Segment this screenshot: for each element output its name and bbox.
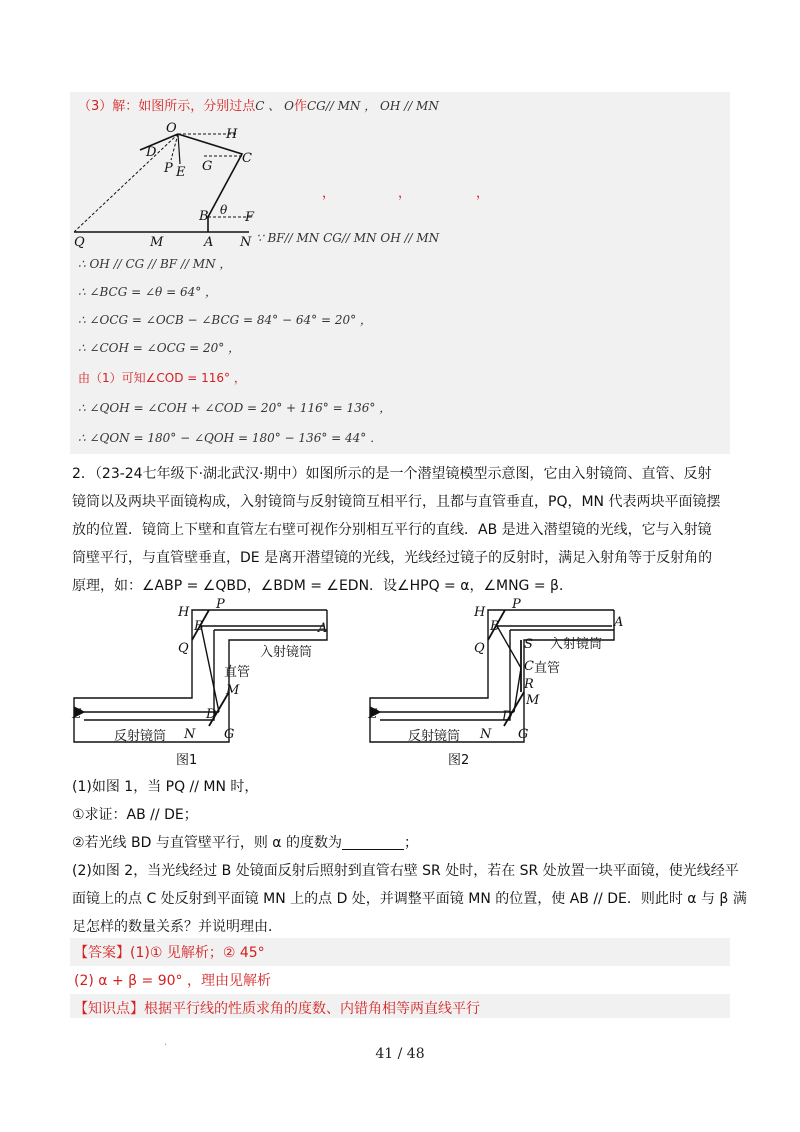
question-2-line-3: 足怎样的数量关系？并说明理由． [72,919,282,935]
comma-1: ， [322,186,336,201]
fig2-label-h: H [474,605,486,620]
question-1a: ①求证：AB // DE； [72,807,198,823]
fig1-label-h: H [178,605,190,620]
fig1-label-p: P [216,597,225,612]
decorative-dot: · [164,1040,168,1051]
step-4: ∴ ∠COH = ∠OCG = 20° ， [78,341,241,355]
step-1: ∴ OH // CG // BF // MN ， [78,257,232,271]
fig2-label-e: E [368,707,378,722]
step-2: ∴ ∠BCG = ∠θ = 64° ， [78,285,218,299]
fig1-reflect-tube: 反射镜筒 [114,729,167,744]
knowledge-point: 【知识点】根据平行线的性质求角的度数、内错角相等两直线平行 [74,1001,480,1017]
solution-figure [74,120,264,248]
fig1-caption: 图1 [176,753,198,768]
fig1-ray-bd [201,626,219,712]
page-number: 41 / 48 [375,1046,425,1062]
fig2-ray-cd [514,668,521,712]
fig1-label-b: B [194,619,204,634]
fig2-label-s: S [524,637,533,652]
label-theta: θ [220,203,228,217]
label-c: C [242,151,252,166]
fig2-label-p: P [512,597,521,612]
question-1b: ②若光线 BD 与直管壁平行，则 α 的度数为 ； [72,835,418,851]
fig2-inner-wall [380,630,510,720]
question-1: (1)如图 1，当 PQ // MN 时， [72,779,259,795]
label-p: P [164,161,173,176]
comma-2: ， [398,186,412,201]
fig1-inner-wall [84,630,214,720]
problem-line-1: 2．（23-24七年级下·湖北武汉·期中）如图所示的是一个潜望镜模型示意图，它由入射镜筒、直管、反射 [72,466,712,482]
fig1-straight-tube: 直管 [224,665,251,680]
fig2-caption: 图2 [448,753,470,768]
problem-text [72,460,732,600]
fig1-label-m: M [226,683,240,698]
fig2-straight-tube: 直管 [534,661,561,676]
answer-line-2: (2) α + β = 90° ，理由见解析 [74,973,271,989]
problem-line-5: 原理，如：∠ABP = ∠QBD，∠BDM = ∠EDN．设∠HPQ = α，∠MNG = β． [72,578,573,594]
line-oq [74,134,178,232]
label-o: O [166,121,177,136]
question-2-line-2: 面镜上的点 C 处反射到平面镜 MN 上的点 D 处，并调整平面镜 MN 的位置，使 AB // DE．则此时 α 与 β 满 [72,891,747,907]
fig2-incident-tube: 入射镜筒 [550,637,603,652]
line-oe [178,134,180,164]
fig1-label-a: A [318,621,328,636]
question-2-line-1: (2)如图 2，当光线经过 B 处镜面反射后照射到直管右壁 SR 处时，若在 SR 处放置一块平面镜，使光线经平 [72,863,739,879]
step-7: ∴ ∠QON = 180° − ∠QOH = 180° − 136° = 44° ． [78,431,383,445]
problem-line-2: 镜筒以及两块平面镜构成，入射镜筒与反射镜筒互相平行，且都与直管垂直，PQ，MN 代表两块平面镜摆 [72,494,721,510]
fig2-reflect-tube: 反射镜筒 [408,729,461,744]
fig2-label-m: M [526,693,540,708]
fig2-label-a: A [614,615,624,630]
fig2-ray-bc [497,626,521,668]
fig2-label-c: C [524,659,534,674]
step-3: ∴ ∠OCG = ∠OCB − ∠BCG = 84° − 64° = 20° ， [78,313,372,327]
figure-2 [367,597,623,768]
fig1-label-d: D [206,707,217,722]
periscope-figures [64,596,664,776]
fig2-label-d: D [502,709,513,724]
answer-line-1: 【答案】(1)① 见解析；② 45° [74,945,265,961]
label-e: E [176,165,186,180]
fig2-label-g: G [518,727,529,742]
answer-blank[interactable] [342,835,404,850]
label-g: G [202,159,213,174]
label-h: H [226,127,238,142]
comma-3: ， [476,186,490,201]
step-5: 由（1）可知∠COD = 116° ， [78,371,246,385]
figure-1 [71,597,327,768]
label-m: M [150,235,164,248]
label-q: Q [74,235,85,248]
solution-heading: （3）解：如图所示，分别过点C 、 O作CG// MN ， OH // MN [78,99,439,114]
fig1-label-n: N [184,727,196,742]
step-6: ∴ ∠QOH = ∠COH + ∠COD = 20° + 116° = 136° ， [78,401,392,415]
fig1-label-q: Q [178,641,189,656]
fig1-label-e: E [72,707,82,722]
fig2-label-q: Q [474,641,485,656]
fig2-label-n: N [480,727,492,742]
label-a: A [204,235,214,248]
fig2-label-r: R [524,677,534,692]
fig2-label-b: B [490,619,500,634]
label-f: F [245,210,255,225]
fig1-label-g: G [224,727,235,742]
fig1-incident-tube: 入射镜筒 [260,645,313,660]
problem-line-4: 筒壁平行，与直管壁垂直，DE 是离开潜望镜的光线，光线经过镜子的反射时，满足入射角等于反射角的 [72,550,713,566]
label-d: D [146,145,157,160]
problem-line-3: 放的位置．镜筒上下壁和直管左右壁可视作分别相互平行的直线．AB 是进入潜望镜的光线，它与入射镜 [72,522,712,538]
because-line: ∵ BF// MN CG// MN OH // MN [256,231,440,245]
label-b: B [199,209,209,224]
label-n: N [240,235,252,248]
